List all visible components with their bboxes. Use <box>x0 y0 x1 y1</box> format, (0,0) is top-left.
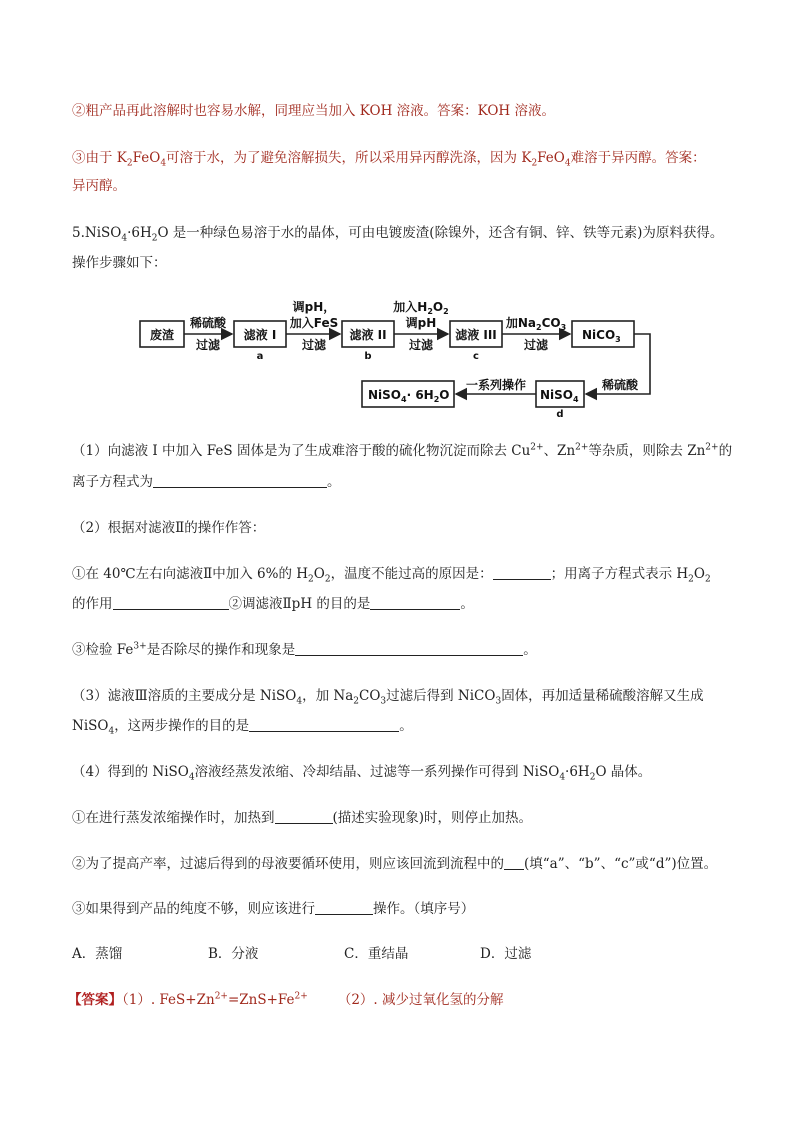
part-3-line-2: NiSO$_4$，这两步操作的目的是 。 <box>72 718 413 737</box>
answer-tag: 【答案】 <box>68 992 122 1008</box>
part-2-1-line-1: ①在 40℃左右向滤液Ⅱ中加入 6%的 $H_2O_2$，温度不能过高的原因是： ；用离子方程式表示 $H_2O_2$ <box>72 566 711 585</box>
arrow3-top1: 加入$H_2O_2$ <box>393 300 449 316</box>
arrow2-top2: 加入FeS <box>289 316 339 330</box>
answer-blank-7[interactable] <box>275 809 333 824</box>
label-lvye1: 滤液 I <box>243 328 277 342</box>
arrow4-bottom: 过滤 <box>523 338 549 352</box>
answer-line-3b: 异丙醇。 <box>72 178 126 194</box>
arrow2-top1: 调pH， <box>292 300 336 314</box>
arrow3-bottom: 过滤 <box>408 338 434 352</box>
answer-blank-3[interactable] <box>113 595 229 610</box>
part-2-3: ③检验 $Fe^{3+}$是否除尽的操作和现象是 。 <box>72 641 537 658</box>
arrow2-bottom: 过滤 <box>301 338 327 352</box>
arrow5-label: 稀硫酸 <box>601 378 639 392</box>
answer-blank-2[interactable] <box>493 565 551 580</box>
point-a: a <box>256 351 264 362</box>
option-c: C．重结晶 <box>344 946 409 962</box>
label-feizha: 废渣 <box>149 328 175 342</box>
label-niso4: NiSO$_4$ <box>540 388 579 404</box>
options-row <box>72 944 734 964</box>
answer-line-3: ③由于 $K_2FeO_4$可溶于水，为了避免溶解损失，所以采用异丙醇洗涤，因为 $K_2FeO_4$难溶于异丙醇。答案： <box>72 150 706 169</box>
part-4-3: ③如果得到产品的纯度不够，则应该进行 操作。（填序号） <box>72 901 475 917</box>
label-lvye2: 滤液 II <box>349 328 387 342</box>
flow-svg <box>134 293 654 420</box>
answer-blank-9[interactable] <box>315 900 373 915</box>
answer-line-2: ②粗产品再此溶解时也容易水解，同理应当加入 KOH 溶液。答案：KOH 溶液。 <box>72 103 555 119</box>
label-product: NiSO$_4$· $6H_2O$ <box>368 388 450 404</box>
part-2-title: （2）根据对滤液Ⅱ的操作作答： <box>72 520 266 536</box>
part-3-line-1: （3）滤液Ⅲ溶质的主要成分是 NiSO$_4$，加 $Na_2CO_3$过滤后得到 NiCO$_3$固体，再加适量稀硫酸溶解又生成 <box>72 688 704 707</box>
option-d: D．过滤 <box>480 946 532 962</box>
arrow4-top: 加$Na_2CO_3$ <box>505 316 567 332</box>
process-flow-diagram <box>134 293 654 420</box>
part-4-2: ②为了提高产率，过滤后得到的母液要循环使用，则应该回流到流程中的 (填“a”、“b”、“c”或“d”)位置。 <box>72 856 718 872</box>
arrow3-top2: 调pH <box>405 316 437 330</box>
arrow1-bottom: 过滤 <box>195 338 221 352</box>
part-1-line-1: （1）向滤液 I 中加入 FeS 固体是为了生成难溶于酸的硫化物沉淀而除去 $Cu^{2+}$、$Zn^{2+}$等杂质，则除去 $Zn^{2+}$的 <box>72 442 733 459</box>
label-nico3: NiCO$_3$ <box>582 328 621 344</box>
part-1-line-2: 离子方程式为 。 <box>72 474 341 490</box>
arrow1-top: 稀硫酸 <box>189 316 227 330</box>
point-d: d <box>556 409 564 420</box>
answer-blank-6[interactable] <box>249 717 399 732</box>
answer-line: 【答案】（1）. $FeS+Zn^{2+}=ZnS+Fe^{2+}$ （2）. 减少过氧化氢的分解 <box>68 991 504 1008</box>
option-b: B．分液 <box>208 946 259 962</box>
point-b: b <box>364 351 372 362</box>
part-4-1: ①在进行蒸发浓缩操作时，加热到 (描述实验现象)时，则停止加热。 <box>72 810 533 826</box>
part-2-1-line-2: 的作用 ②调滤液ⅡpH 的目的是 。 <box>72 596 474 612</box>
part-4-title: （4）得到的 NiSO$_4$溶液经蒸发浓缩、冷却结晶、过滤等一系列操作可得到 $NiSO_4\cdot 6H_2O$ 晶体。 <box>72 764 652 783</box>
answer-blank-1[interactable] <box>153 473 327 488</box>
answer-blank-5[interactable] <box>295 641 523 656</box>
option-a: A．蒸馏 <box>72 946 123 962</box>
question-5-steps: 操作步骤如下： <box>72 255 167 271</box>
arrow6-label: 一系列操作 <box>465 378 527 392</box>
answer-blank-8[interactable] <box>504 855 524 870</box>
point-c: c <box>473 351 479 362</box>
question-5-stem: $5.NiSO_4\cdot 6H_2O$ 是一种绿色易溶于水的晶体，可由电镀废渣(除镍外，还含有铜、锌、铁等元素)为原料获得。 <box>72 225 724 244</box>
answer-blank-4[interactable] <box>370 595 460 610</box>
label-lvye3: 滤液 III <box>455 328 497 342</box>
